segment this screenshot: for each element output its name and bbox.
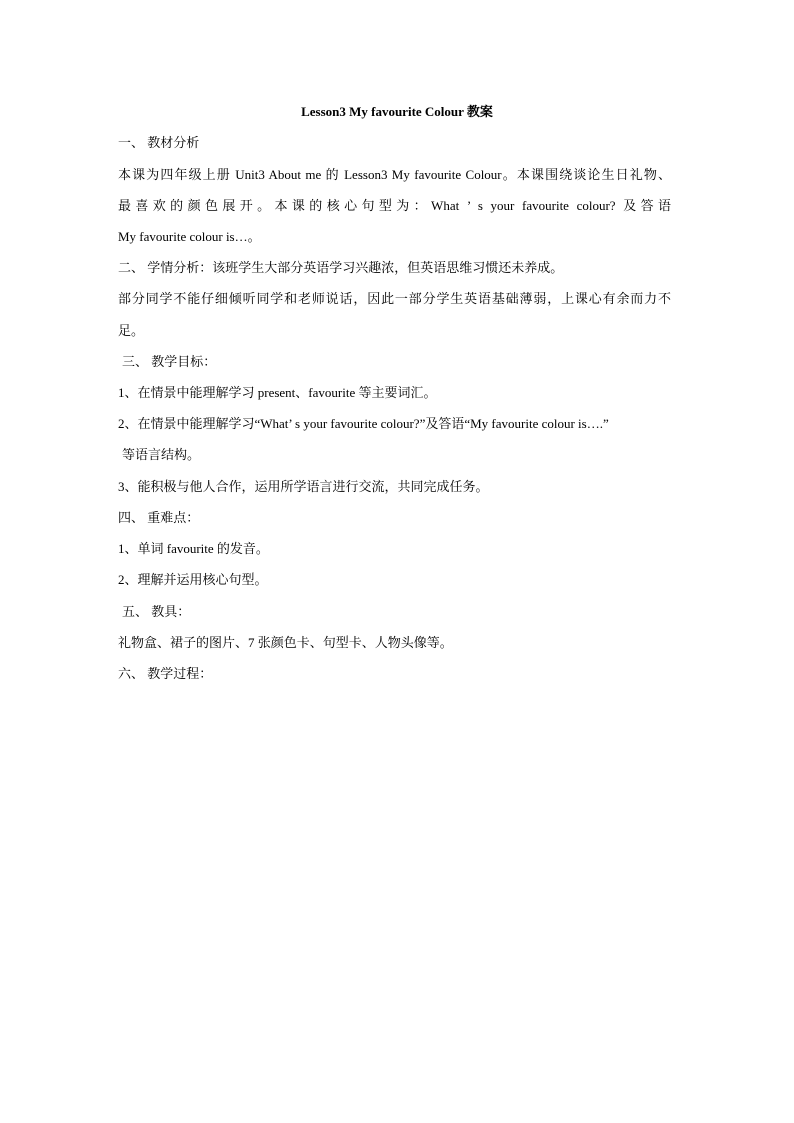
list-item-continuation: 等语言结构。	[122, 447, 201, 462]
paragraph-line: 足。	[118, 323, 145, 338]
list-item: 1、单词 favourite 的发音。	[118, 541, 269, 556]
section-heading-textbook-analysis: 一、 教材分析	[118, 135, 200, 150]
list-item: 2、理解并运用核心句型。	[118, 572, 268, 587]
paragraph-line: My favourite colour is…。	[118, 229, 261, 244]
section-heading-key-points: 四、 重难点：	[118, 510, 200, 525]
list-item: 3、能积极与他人合作，运用所学语言进行交流，共同完成任务。	[118, 479, 489, 494]
paragraph-line: 最喜欢的颜色展开。本课的核心句型为：What ’ s your favourite colour? 及答语	[118, 198, 671, 213]
document-title: Lesson3 My favourite Colour 教案	[301, 104, 493, 119]
paragraph-line: 礼物盒、裙子的图片、7 张颜色卡、句型卡、人物头像等。	[118, 635, 453, 650]
section-heading-teaching-goals: 三、 教学目标：	[122, 354, 217, 369]
paragraph-line: 本课为四年级上册 Unit3 About me 的 Lesson3 My favourite Colour。本课围绕谈论生日礼物、	[118, 167, 671, 182]
section-heading-teaching-aids: 五、 教具：	[122, 604, 191, 619]
list-item: 1、在情景中能理解学习 present、favourite 等主要词汇。	[118, 385, 437, 400]
section-heading-teaching-process: 六、 教学过程：	[118, 666, 213, 681]
paragraph-line: 部分同学不能仔细倾听同学和老师说话，因此一部分学生英语基础薄弱，上课心有余而力不	[118, 291, 671, 306]
section-heading-student-analysis: 二、 学情分析：该班学生大部分英语学习兴趣浓，但英语思维习惯还未养成。	[118, 260, 564, 275]
list-item: 2、在情景中能理解学习“What’ s your favourite colour?”及答语“My favourite colour is….”	[118, 416, 609, 431]
